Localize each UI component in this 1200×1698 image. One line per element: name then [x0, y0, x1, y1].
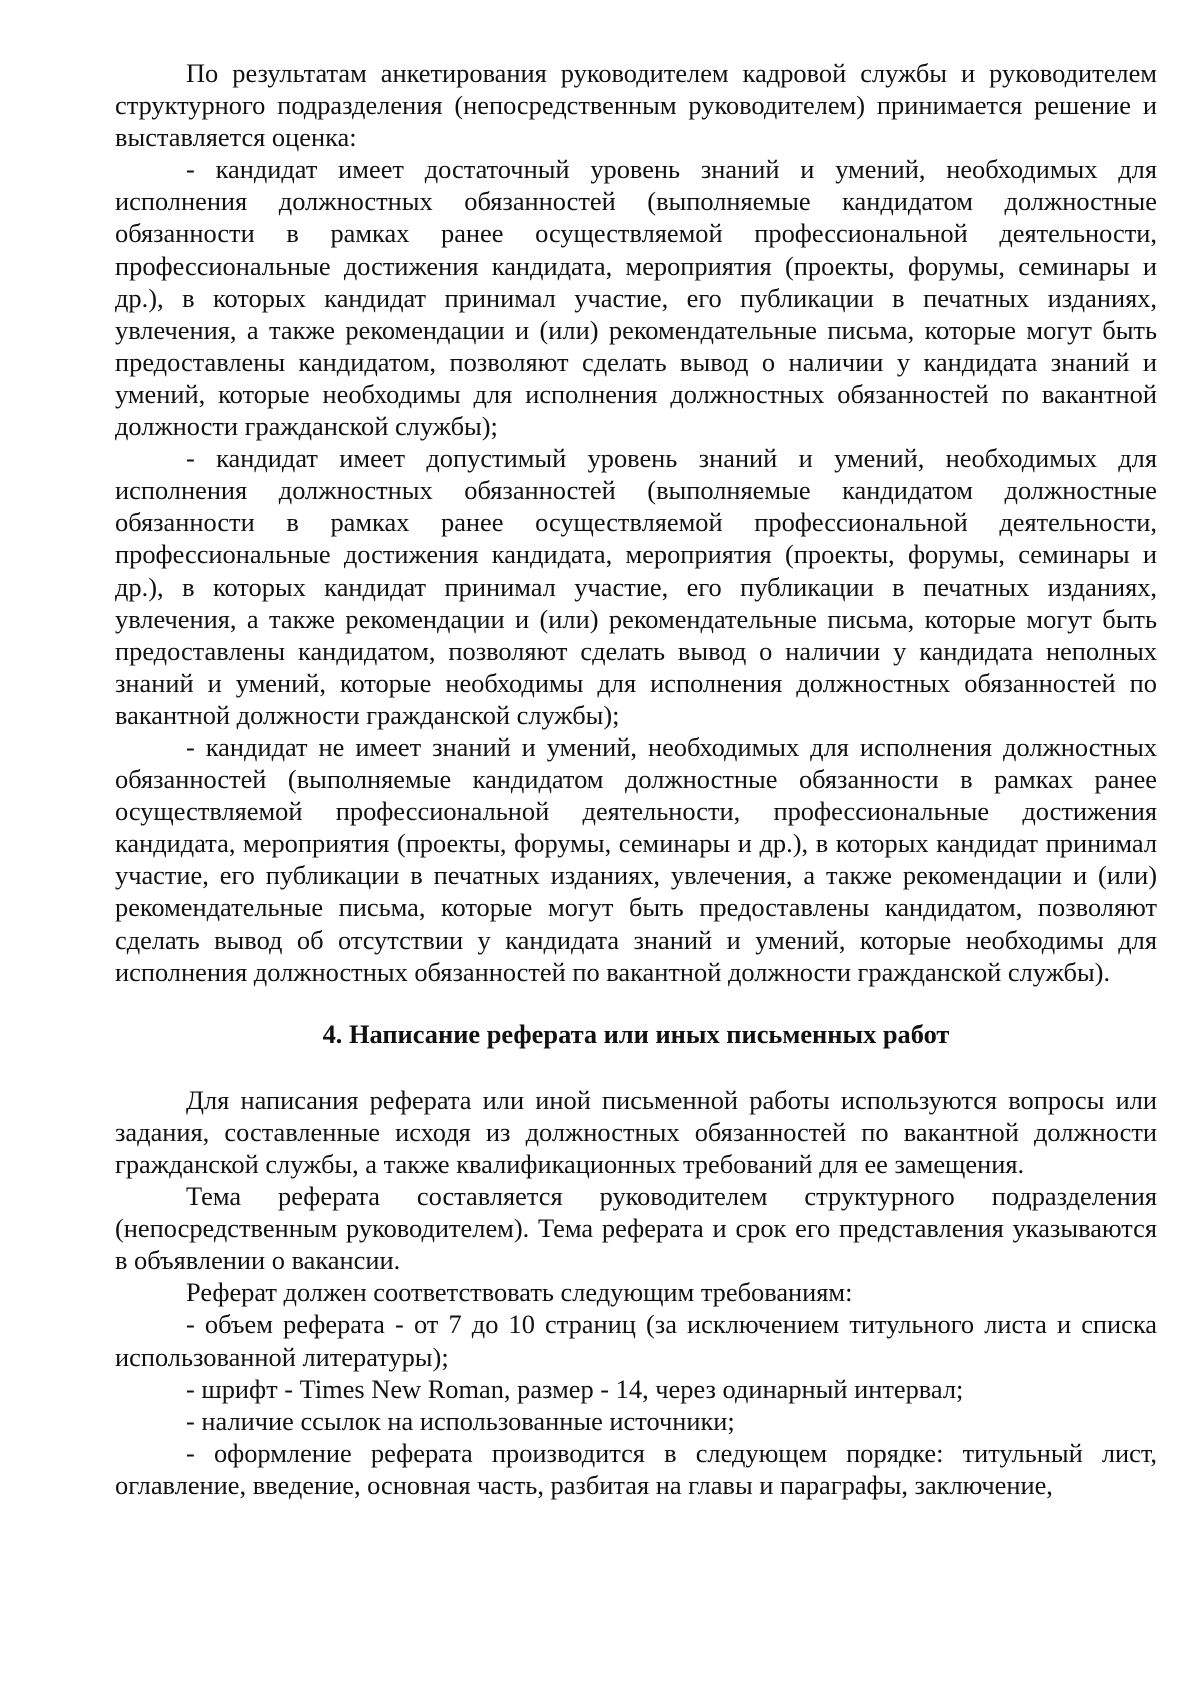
intro-paragraph: По результатам анкетирования руководителем кадровой службы и руководителем структурного подразделения (непосредственным руководителем) принимается решение и выставляется оценка:	[115, 58, 1157, 153]
requirement-structure-item: - оформление реферата производится в следующем порядке: титульный лист, оглавление, введение, основная часть, разбитая на главы и параграфы, заключение,	[115, 1437, 1157, 1500]
essay-requirements-intro: Реферат должен соответствовать следующим требованиям:	[186, 1277, 853, 1308]
assessment-sufficient-paragraph: - кандидат имеет достаточный уровень знаний и умений, необходимых для исполнения должностных обязанностей (выполняемые кандидатом должностные обязанности в рамках ранее осуществляемой профессиональной деятельности, профессиональные достижения кандидата, мероприятия (проекты, форумы, семинары и др.), в которых кандидат принимал участие, его публикации в печатных изданиях, увлечения, а также рекомендации и (или) рекомендательные письма, которые могут быть предоставлены кандидатом, позволяют сделать вывод о наличии у кандидата знаний и умений, которые необходимы для исполнения должностных обязанностей по вакантной должности гражданской службы);	[115, 154, 1157, 442]
assessment-acceptable-paragraph: - кандидат имеет допустимый уровень знаний и умений, необходимых для исполнения должностных обязанностей (выполняемые кандидатом должностные обязанности в рамках ранее осуществляемой профессиональной деятельности, профессиональные достижения кандидата, мероприятия (проекты, форумы, семинары и др.), в которых кандидат принимал участие, его публикации в печатных изданиях, увлечения, а также рекомендации и (или) рекомендательные письма, которые могут быть предоставлены кандидатом, позволяют сделать вывод о наличии у кандидата неполных знаний и умений, которые необходимы для исполнения должностных обязанностей по вакантной должности гражданской службы);	[115, 443, 1157, 730]
essay-topic-paragraph: Тема реферата составляется руководителем структурного подразделения (непосредственным руководителем). Тема реферата и срок его представления указываются в объявлении о вакансии.	[115, 1181, 1157, 1276]
essay-questions-paragraph: Для написания реферата или иной письменной работы используются вопросы или задания, составленные исходя из должностных обязанностей по вакантной должности гражданской службы, а также квалификационных требований для ее замещения.	[115, 1084, 1157, 1179]
document-body	[115, 57, 1157, 1501]
requirement-references-item: - наличие ссылок на использованные источники;	[186, 1405, 735, 1436]
assessment-insufficient-paragraph: - кандидат не имеет знаний и умений, необходимых для исполнения должностных обязанностей (выполняемые кандидатом должностные обязанности в рамках ранее осуществляемой профессиональной деятельности, профессиональные достижения кандидата, мероприятия (проекты, форумы, семинары и др.), в которых кандидат принимал участие, его публикации в печатных изданиях, увлечения, а также рекомендации и (или) рекомендательные письма, которые могут быть предоставлены кандидатом, позволяют сделать вывод об отсутствии у кандидата знаний и умений, которые необходимы для исполнения должностных обязанностей по вакантной должности гражданской службы).	[115, 731, 1157, 987]
requirement-font-item: - шрифт - Times New Roman, размер - 14, через одинарный интервал;	[186, 1373, 964, 1404]
section-heading: 4. Написание реферата или иных письменных работ	[322, 1018, 950, 1049]
requirement-volume-item: - объем реферата - от 7 до 10 страниц (за исключением титульного листа и списка использованной литературы);	[115, 1309, 1157, 1372]
